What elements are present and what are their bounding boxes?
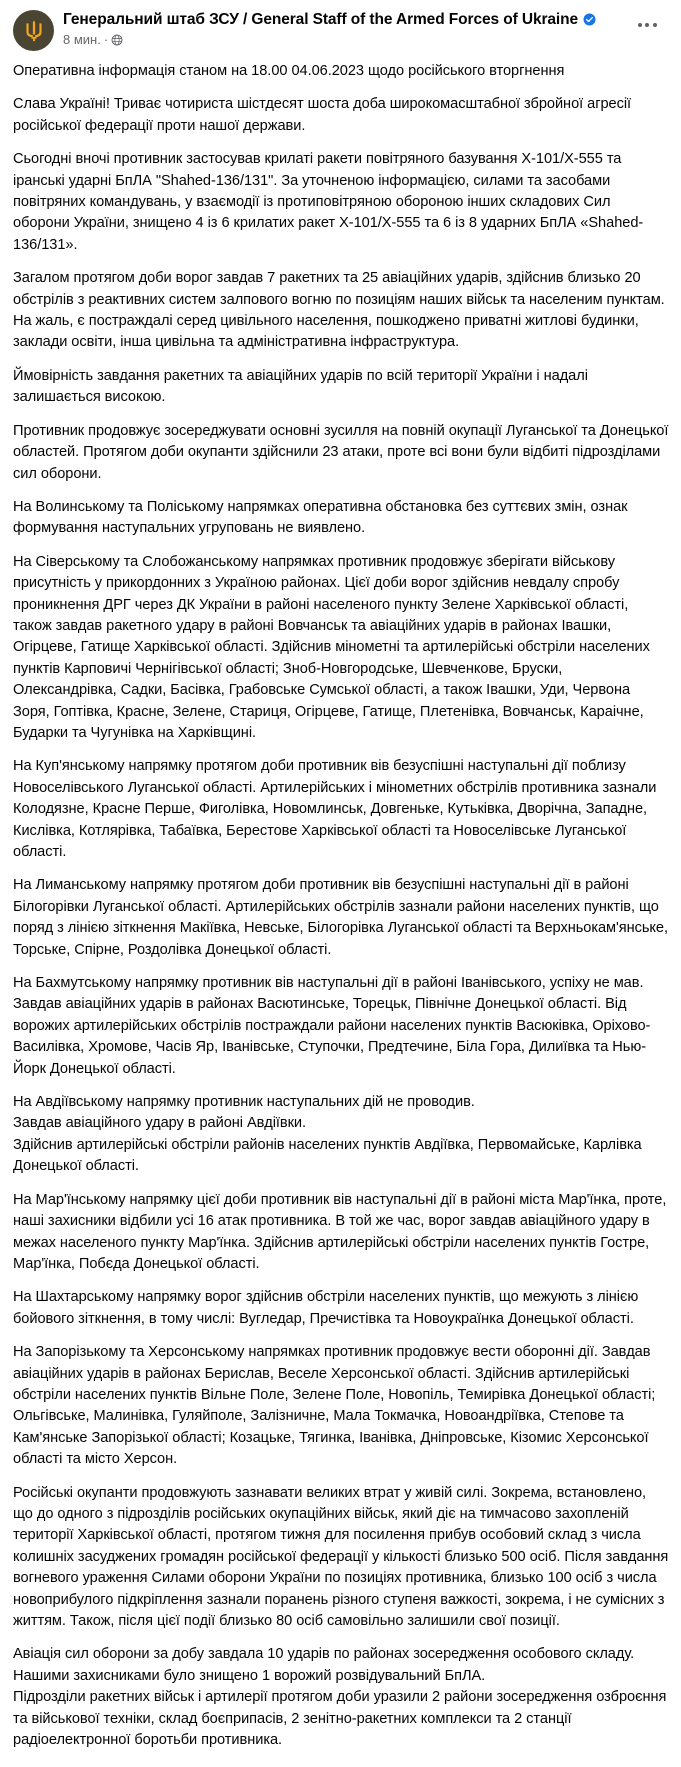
post-paragraph: Завдав авіаційного удару в районі Авдіївки.	[13, 1115, 307, 1132]
post-paragraph: На Запорізькому та Херсонському напрямках противник продовжує вести оборонні дії. Завдав авіаційних ударів в районах Берислав, Веселе Херсонської області. Здійснив артилерійські обстріли населених пунктів Вільне Поле, Зелене Поле, Новопіль, Темирівка Донецької області; Ольгівське, Малинівка, Гуляйполе, Залізничне, Мала Токмачка, Новоандріївка, Степове та Кам'янське Запорізької області; Козацьке, Тягинка, Іванівка, Дніпровське, Кізомис Херсонської області та місто Херсон.	[13, 1344, 656, 1468]
post-paragraph: На Мар'їнському напрямку цієї доби противник вів наступальні дії в районі міста Мар'їнка, проте, наші захисники відбили усі 16 атак противника. В той же час, ворог завдав авіаційного удару в межах населеного пункту Мар'їнка. Здійснив артилерійські обстріли населених пунктів Гостре, Мар'їнка, Побєда Донецької області.	[13, 1191, 667, 1272]
post-paragraph: Ймовірність завдання ракетних та авіаційних ударів по всій території України і надалі залишається високою.	[13, 367, 588, 406]
ukrainian-trident-emblem-icon	[21, 18, 47, 44]
post-paragraph: На Бахмутському напрямку противник вів наступальні дії в районі Іванівського, успіху не мав. Завдав авіаційних ударів в районах Васютинське, Торецьк, Північне Донецької області. Від ворожих артилерійських обстрілів постраждали райони населених пунктів Васюківка, Оріхово-Василівка, Хромове, Часів Яр, Іванівське, Ступочки, Предтечине, Біла Гора, Дилиївка та Нью-Йорк Донецької області.	[13, 975, 651, 1077]
post-paragraph: Підрозділи ракетних військ і артилерії протягом доби уразили 2 райони зосередження озброєння та військової техніки, склад боєприпасів, 2 зенітно-ракетних комплекси та 2 станції радіоелектронної боротьби противника.	[13, 1689, 667, 1749]
post-paragraph: Здійснив артилерійські обстріли районів населених пунктів Авдіївка, Первомайське, Карлівка Донецької області.	[13, 1136, 642, 1175]
page-name[interactable]: Генеральний штаб ЗСУ / General Staff of the Armed Forces of Ukraine	[63, 11, 579, 28]
post-paragraph: На Куп'янському напрямку протягом доби противник вів безуспішні наступальні дії поблизу Новоселівського Луганської області. Артилерійських і мінометних обстрілів противника зазнали Колодязне, Красне Перше, Фиголівка, Новомлинськ, Довгеньке, Кутьківка, Дворічна, Западне, Кислівка, Котлярівка, Табаївка, Берестове Харківської області та Новоселівське Луганської області.	[13, 758, 657, 860]
post-paragraph: На Сіверському та Слобожанському напрямках противник продовжує зберігати військову присутність у прикордонних з Україною районах. Цієї доби ворог здійснив невдалу спробу проникнення ДРГ через ДК України в районі населеного пункту Зелене Харківської області, також завдав ракетного удару в районі Вовчанськ та авіаційних ударів в районах Івашки, Огірцеве, Гатище Харківської області. Здійснив мінометні та артилерійські обстріли населених пунктів Карповичі Чернігівської області; Зноб-Новгородське, Шевченкове, Бруски, Олександрівка, Садки, Басівка, Грабовське Сумської області, а також Івашки, Уди, Червона Зоря, Гоптівка, Красне, Зелене, Стариця, Огірцеве, Гатище, Плетенівка, Вовчанськ, Караічне, Бударки та Чугунівка на Харківщині.	[13, 553, 650, 741]
post-header	[0, 0, 681, 52]
post-timestamp[interactable]: 8 мин.	[63, 32, 101, 47]
post-paragraph: На Авдіївському напрямку противник наступальних дій не проводив.	[13, 1094, 475, 1111]
more-options-button[interactable]	[631, 14, 663, 36]
post-paragraph: Слава Україні! Триває чотириста шістдесят шоста доба широкомасштабної збройної агресії російської федерації проти нашої держави.	[13, 96, 632, 134]
verified-badge-icon	[583, 13, 596, 26]
avatar[interactable]	[13, 10, 54, 51]
post-paragraph: На Шахтарському напрямку ворог здійснив обстріли населених пунктів, що межують з лінією бойового зіткнення, в тому числі: Вугледар, Пречистівка та Новоукраїнка Донецької області.	[13, 1289, 639, 1327]
post-paragraph: Нашими захисниками було знищено 1 ворожий розвідувальний БпЛА.	[13, 1667, 486, 1684]
post-header-text	[63, 9, 669, 48]
meta-separator: ·	[103, 32, 109, 47]
post-meta-row	[63, 31, 669, 48]
post-paragraph: Авіація сил оборони за добу завдала 10 ударів по районах зосередження особового складу.	[13, 1646, 635, 1663]
post-paragraph: Російські окупанти продовжують зазнавати великих втрат у живій силі. Зокрема, встановлено, що до одного з підрозділів російських окупаційних військ, який діє на тимчасово захопленій території Харківської області, протягом тижня для посилення прибув особовий склад з числа колишніх засуджених громадян російської федерації у кількості близько 500 осіб. Після завдання вогневого ураження Силами оборони України по позиціях противника, близько 100 осіб з числа новоприбулого підкріплення зазнали поранень різного ступеня важкості, зокрема, і не сумісних з життям. Також, після цієї події близько 80 осіб самовільно залишили свої позиції.	[13, 1484, 669, 1629]
post-paragraph: На Волинському та Поліському напрямках оперативна обстановка без суттєвих змін, ознак формування наступальних угруповань не виявлено.	[13, 498, 628, 537]
post-paragraph: Оперативна інформація станом на 18.00 04.06.2023 щодо російського вторгнення	[13, 63, 565, 79]
post-body	[0, 52, 681, 1767]
post-paragraph: Противник продовжує зосереджувати основні зусилля на повній окупації Луганської та Донецької областей. Протягом доби окупанти здійснили 23 атаки, проте всі вони були відбиті підрозділами сил оборони.	[13, 422, 669, 482]
post-paragraph: Загалом протягом доби ворог завдав 7 ракетних та 25 авіаційних ударів, здійснив близько 20 обстрілів з реактивних систем залпового вогню по позиціям наших військ та населеним пунктам. На жаль, є постраждалі серед цивільного населення, пошкоджено приватні житлові будинки, заклади освіти, інша цивільна та адміністративна інфраструктура.	[13, 270, 665, 351]
globe-icon[interactable]	[111, 34, 123, 46]
page-name-row	[63, 10, 669, 29]
post-paragraph: На Лиманському напрямку протягом доби противник вів безуспішні наступальні дії в районі Білогорівки Луганської області. Артилерійських обстрілів зазнали райони населених пунктів, що поряд з лінією зіткнення Макіївка, Невське, Білогорівка Луганської області та Верхньокам'янське, Торське, Спірне, Роздолівка Донецької області.	[13, 877, 669, 958]
more-options-icon	[638, 23, 657, 27]
post-paragraph: Сьогодні вночі противник застосував крилаті ракети повітряного базування Х-101/Х-555 та іранські ударні БпЛА "Shahed-136/131". За уточненою інформацією, силами та засобами повітряних командувань, у взаємодії із протиповітряною обороною інших складових Сил оборони України, знищено 4 із 6 крилатих ракет Х-101/Х-555 та 6 із 8 ударних БпЛА «Shahed-136/131».	[13, 151, 644, 253]
